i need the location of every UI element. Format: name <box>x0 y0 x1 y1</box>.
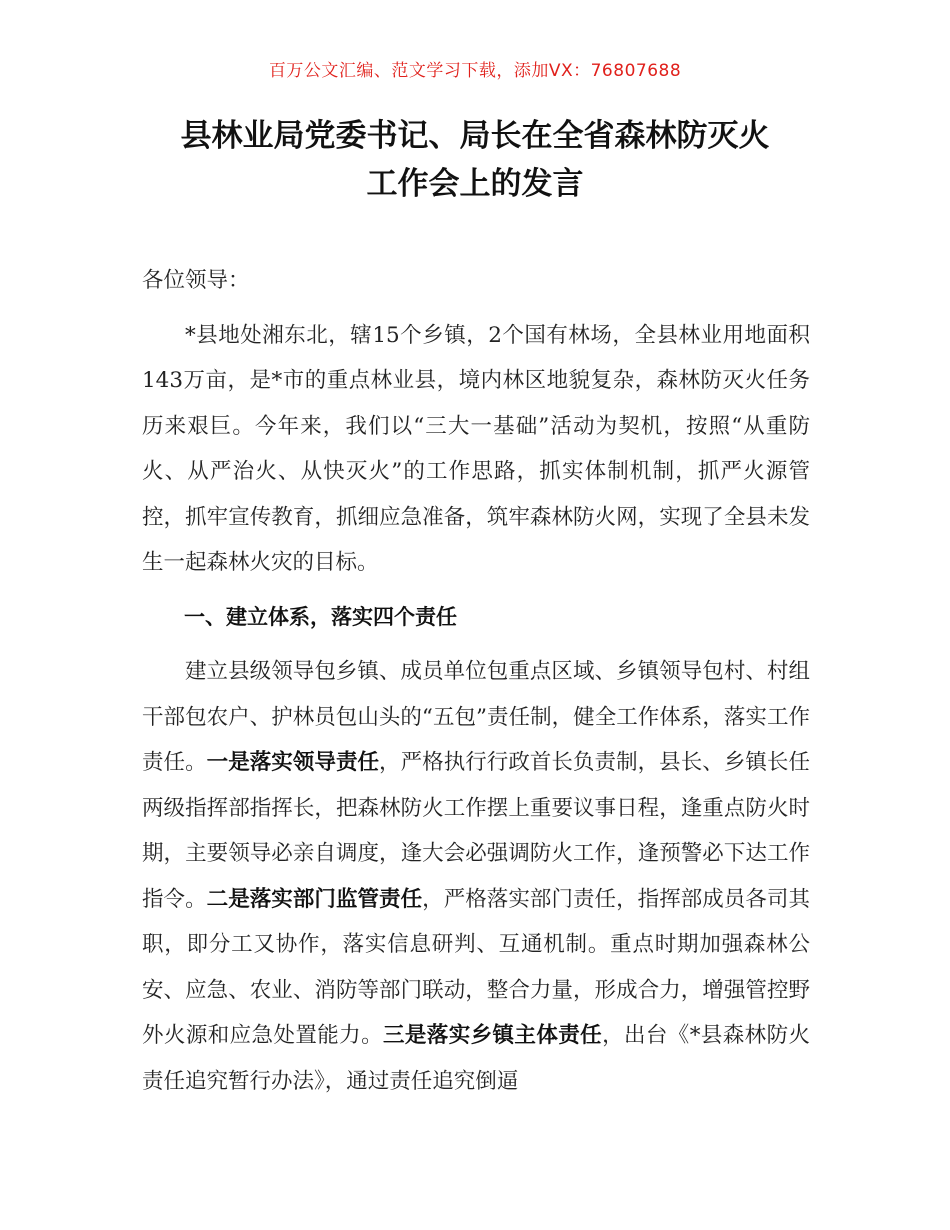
intro-paragraph: *县地处湘东北，辖15个乡镇，2个国有林场，全县林业用地面积143万亩，是*市的重点林业县，境内林区地貌复杂，森林防灭火任务历来艰巨。今年来，我们以“三大一基础”活动为契机，按照“从重防火、从严治火、从快灭火”的工作思路，抓实体制机制，抓严火源管控，抓牢宣传教育，抓细应急准备，筑牢森林防火网，实现了全县未发生一起森林火灾的目标。 <box>142 322 810 575</box>
document-title <box>100 112 850 208</box>
section-1-paragraph <box>142 649 810 1104</box>
section-heading-1: 一、建立体系，落实四个责任 <box>184 604 457 629</box>
point-1-text: ，严格执行行政首长负责制，县长、乡镇长任两级指挥部指挥长，把森林防火工作摆上重要议事日程，逢重点防火时期，主要领导必亲自调度，逢大会必强调防火工作，逢预警必下达工作指令。 <box>142 750 810 912</box>
point-2-text: ，严格落实部门责任，指挥部成员各司其职，即分工又协作，落实信息研判、互通机制。重点时期加强森林公安、应急、农业、消防等部门联动，整合力量，形成合力，增强管控野外火源和应急处置能力。 <box>142 886 810 1048</box>
document-body <box>142 258 810 1113</box>
watermark-banner: 百万公文汇编、范文学习下载，添加VX：76807688 <box>268 61 682 81</box>
section-1-lead: 建立县级领导包乡镇、成员单位包重点区域、乡镇领导包村、村组干部包农户、护林员包山头的“五包”责任制，健全工作体系，落实工作责任。 <box>142 659 810 775</box>
point-2-label: 二是落实部门监管责任 <box>206 886 423 912</box>
point-3-label: 三是落实乡镇主体责任 <box>382 1023 603 1048</box>
title-line-2: 工作会上的发言 <box>366 166 584 202</box>
point-3-text: ，出台《*县森林防火责任追究暂行办法》，通过责任追究倒逼 <box>142 1023 810 1094</box>
salutation: 各位领导： <box>142 268 250 293</box>
point-1-label: 一是落实领导责任 <box>206 750 380 775</box>
title-line-1: 县林业局党委书记、局长在全省森林防灭火 <box>180 118 770 154</box>
